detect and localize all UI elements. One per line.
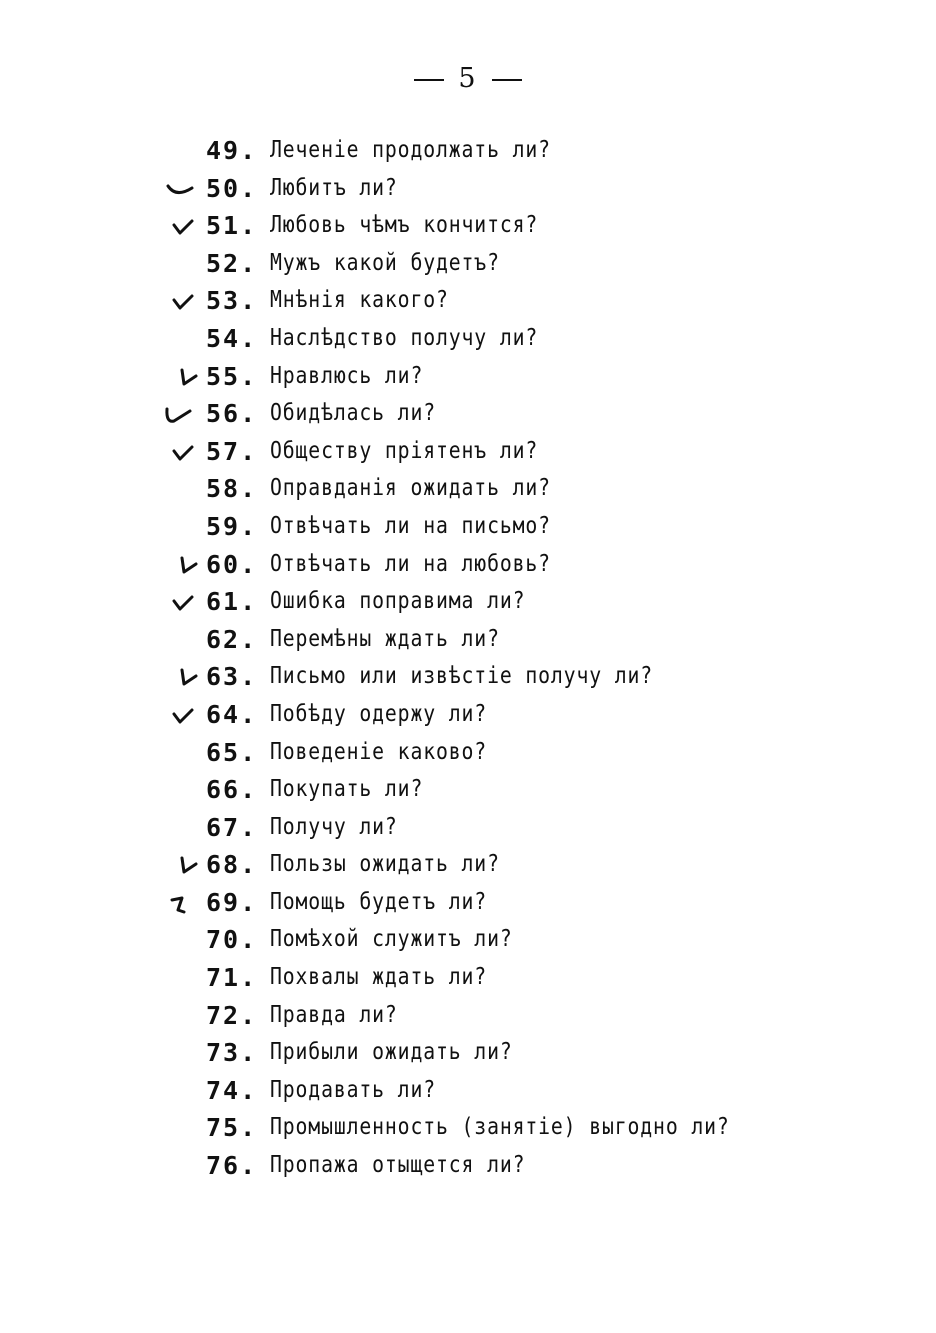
question-row — [0, 658, 936, 696]
question-row — [0, 470, 936, 508]
question-row — [0, 207, 936, 245]
question-text: Отвѣчать ли на любовь? — [270, 550, 551, 577]
question-row — [0, 1109, 936, 1147]
page-number: 5 — [458, 63, 478, 94]
question-list — [0, 132, 936, 1185]
question-text: Нравлюсь ли? — [270, 362, 424, 389]
question-number: 51. — [206, 211, 258, 241]
question-row — [0, 959, 936, 997]
question-number: 72. — [206, 1000, 258, 1030]
question-text: Любовь чѣмъ кончится? — [270, 212, 539, 239]
header-dash-left — [414, 79, 444, 81]
question-row — [0, 921, 936, 959]
question-row — [0, 884, 936, 922]
question-text: Обидѣлась ли? — [270, 400, 436, 427]
handwritten-check-icon — [166, 180, 206, 200]
question-number: 50. — [206, 173, 258, 203]
question-text: Получу ли? — [270, 813, 398, 840]
question-number: 56. — [206, 399, 258, 429]
handwritten-check-icon — [170, 593, 210, 613]
handwritten-check-icon — [170, 706, 210, 726]
question-row — [0, 358, 936, 396]
question-number: 64. — [206, 699, 258, 729]
handwritten-check-icon — [164, 405, 204, 425]
question-row — [0, 696, 936, 734]
question-number: 49. — [206, 136, 258, 165]
question-number: 76. — [206, 1151, 258, 1181]
question-number: 54. — [206, 323, 258, 353]
question-row — [0, 734, 936, 772]
question-row — [0, 583, 936, 621]
question-row — [0, 395, 936, 433]
question-text: Мнѣнія какого? — [270, 287, 449, 314]
question-number: 66. — [206, 775, 258, 805]
question-text: Оправданія ожидать ли? — [270, 475, 551, 502]
header-dash-right — [492, 79, 522, 81]
question-row — [0, 546, 936, 584]
question-number: 75. — [206, 1113, 258, 1143]
question-number: 62. — [206, 624, 258, 654]
question-row — [0, 132, 936, 170]
question-text: Побѣду одержу ли? — [270, 700, 488, 727]
question-row — [0, 997, 936, 1035]
question-number: 74. — [206, 1075, 258, 1105]
question-number: 61. — [206, 587, 258, 617]
question-text: Продавать ли? — [270, 1076, 436, 1103]
question-number: 73. — [206, 1038, 258, 1068]
handwritten-check-icon — [170, 292, 210, 312]
question-number: 57. — [206, 436, 258, 466]
question-row — [0, 433, 936, 471]
question-row — [0, 846, 936, 884]
question-text: Письмо или извѣстіе получу ли? — [270, 663, 654, 690]
question-row — [0, 771, 936, 809]
question-number: 63. — [206, 662, 258, 692]
question-row — [0, 245, 936, 283]
question-number: 71. — [206, 963, 258, 993]
question-text: Обществу пріятенъ ли? — [270, 437, 539, 464]
question-number: 68. — [206, 850, 258, 880]
question-number: 52. — [206, 248, 258, 278]
question-row — [0, 508, 936, 546]
question-number: 59. — [206, 511, 258, 541]
question-text: Помѣхой служитъ ли? — [270, 926, 513, 953]
question-text: Помощь будетъ ли? — [270, 888, 488, 915]
handwritten-check-icon — [168, 894, 208, 914]
question-row — [0, 170, 936, 208]
question-number: 55. — [206, 361, 258, 391]
question-row — [0, 1147, 936, 1185]
question-text: Похвалы ждать ли? — [270, 964, 488, 991]
question-text: Перемѣны ждать ли? — [270, 625, 500, 652]
question-text: Пропажа отыщется ли? — [270, 1152, 526, 1179]
question-text: Любитъ ли? — [270, 174, 398, 201]
question-text: Отвѣчать ли на письмо? — [270, 512, 551, 539]
handwritten-check-icon — [170, 443, 210, 463]
question-text: Покупать ли? — [270, 776, 424, 803]
question-row — [0, 320, 936, 358]
question-text: Наслѣдство получу ли? — [270, 324, 539, 351]
handwritten-check-icon — [170, 217, 210, 237]
question-number: 65. — [206, 737, 258, 767]
question-text: Ошибка поправима ли? — [270, 588, 526, 615]
question-row — [0, 621, 936, 659]
question-row — [0, 282, 936, 320]
page-header — [0, 62, 936, 96]
question-text: Поведеніе каково? — [270, 738, 488, 765]
question-number: 69. — [206, 887, 258, 917]
question-text: Мужъ какой будетъ? — [270, 249, 500, 276]
question-number: 70. — [206, 925, 258, 955]
question-text: Прибыли ожидать ли? — [270, 1039, 513, 1066]
question-row — [0, 1034, 936, 1072]
question-text: Леченіе продолжать ли? — [270, 137, 551, 163]
question-number: 67. — [206, 812, 258, 842]
question-text: Промышленность (занятіе) выгодно ли? — [270, 1114, 730, 1141]
question-number: 58. — [206, 474, 258, 504]
question-number: 53. — [206, 286, 258, 316]
question-row — [0, 1072, 936, 1110]
question-text: Правда ли? — [270, 1001, 398, 1028]
question-number: 60. — [206, 549, 258, 579]
question-row — [0, 809, 936, 847]
question-text: Пользы ожидать ли? — [270, 851, 500, 878]
